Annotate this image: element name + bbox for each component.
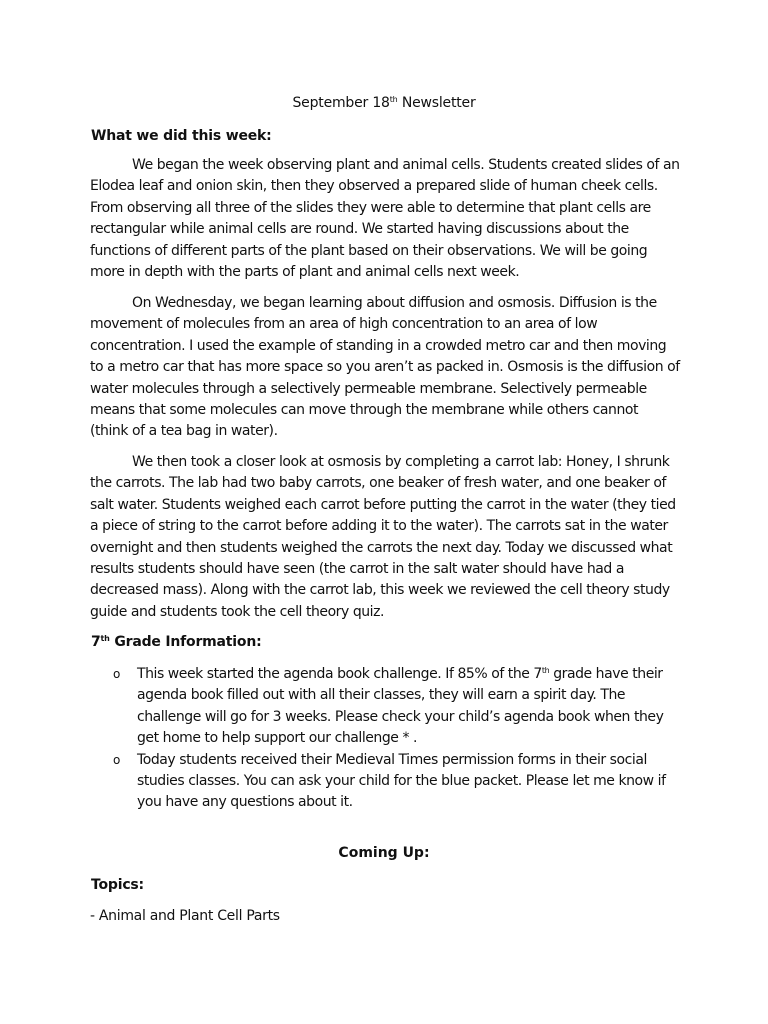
paragraph-carrot-lab: We then took a closer look at osmosis by completing a carrot lab: Honey, I shrunk the carrots. The lab had two baby carrots, one beaker of fresh water, and one beaker of salt water. Students weighed each carrot before putting the carrot in the water (they tied a piece of string to the carrot before adding it to the water). The carrots sat in the water overnight and then students weighed the carrots the next day. Today we discussed what results students should have seen (the carrot in the salt water should have had a decreased mass). Along with the carrot lab, this week we reviewed the cell theory study guide and students took the cell theory quiz.	[90, 454, 676, 620]
bullet-text-agenda-cont: grade have their agenda book filled out with all their classes, they will earn a spirit day. The challenge will go for 3 weeks. Please check your child’s agenda book when they get home to help support our challenge * .	[137, 666, 664, 747]
grade-number: 7	[91, 634, 101, 650]
newsletter-title	[0, 93, 768, 113]
bullet-grade-suffix: th	[541, 666, 550, 675]
bullet-text-agenda: This week started the agenda book challenge. If 85% of the 7	[137, 666, 542, 682]
paragraph-cells: We began the week observing plant and animal cells. Students created slides of an Elodea leaf and onion skin, then they observed a prepared slide of human cheek cells. From observing all three of the slides they were able to determine that plant cells are rectangular while animal cells are round. We started having discussions about the functions of different parts of the plant based on their observations. We will be going more in depth with the parts of plant and animal cells next week.	[90, 157, 680, 281]
paragraph-diffusion: On Wednesday, we began learning about diffusion and osmosis. Diffusion is the movement of molecules from an area of high concentration to an area of low concentration. I used the example of standing in a crowded metro car and then moving to a metro car that has more space so you aren’t as packed in. Osmosis is the diffusion of water molecules through a selectively permeable membrane. Selectively permeable means that some molecules can move through the membrane while others cannot (think of a tea bag in water).	[90, 295, 680, 440]
title-date: September 18	[292, 95, 390, 111]
grade-suffix: th	[100, 634, 110, 643]
list-item	[113, 750, 673, 814]
grade-info-label: Grade Information:	[109, 634, 262, 650]
title-date-suffix: th	[389, 95, 398, 104]
bullet-marker: o	[113, 667, 120, 681]
bullet-text-medieval-times: Today students received their Medieval Times permission forms in their social studies classes. You can ask your child for the blue packet. Please let me know if you have any questions about it.	[137, 751, 666, 811]
list-item	[113, 664, 673, 750]
what-we-did-heading: What we did this week:	[91, 128, 272, 144]
topic-item: - Animal and Plant Cell Parts	[90, 908, 280, 924]
bullet-marker: o	[113, 752, 120, 767]
grade-info-list	[113, 664, 673, 814]
topics-heading: Topics:	[91, 877, 144, 893]
grade-info-heading	[91, 632, 261, 652]
coming-up-heading: Coming Up:	[338, 845, 430, 861]
title-label: Newsletter	[397, 95, 476, 111]
